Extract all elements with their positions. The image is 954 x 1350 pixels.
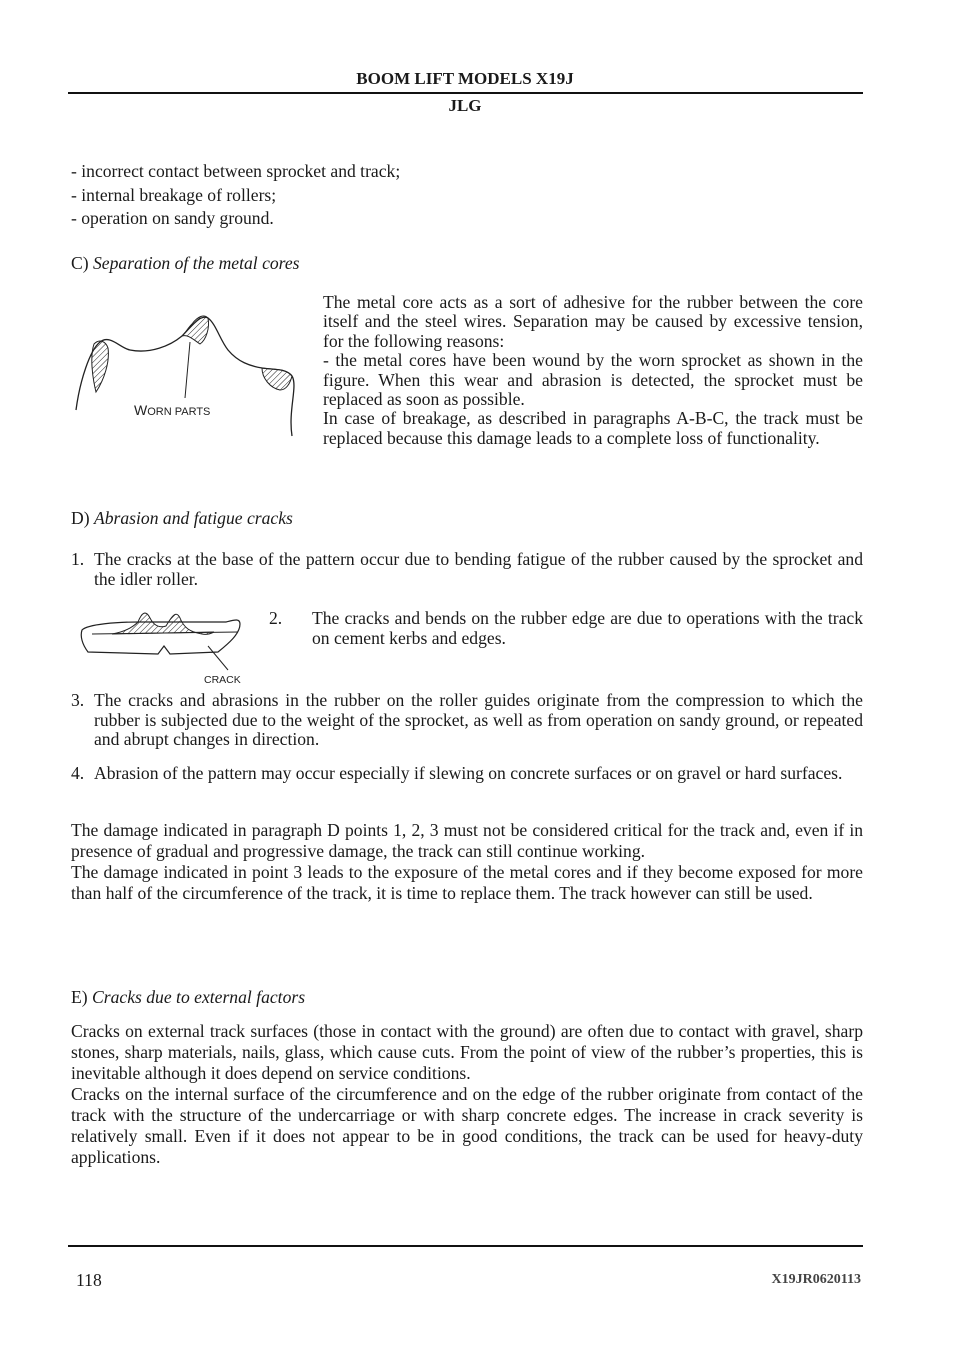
page-number: 118 <box>76 1270 102 1290</box>
section-letter: C) <box>71 253 89 273</box>
document-title: BOOM LIFT MODELS X19J <box>356 69 574 88</box>
section-title: Separation of the metal cores <box>93 253 300 273</box>
intro-list <box>71 160 400 231</box>
section-d-paragraph-1: The damage indicated in paragraph D points 1, 2, 3 must not be considered critical for the track and, even if in presence of gradual and progressive damage, the track can still continue working. <box>71 820 863 861</box>
section-c-closing: In case of breakage, as described in paragraphs A-B-C, the track must be replaced because this damage leads to a complete loss of functionality. <box>323 408 863 448</box>
document-code: X19JR0620113 <box>771 1272 861 1287</box>
crack-leader-line <box>208 646 228 670</box>
footer-rule <box>68 1245 863 1247</box>
section-e-paragraphs <box>71 1021 863 1168</box>
worn-area-left <box>92 341 109 392</box>
section-e-heading <box>71 987 305 1008</box>
section-title: Cracks due to external factors <box>92 987 306 1007</box>
crack-label: CRACK <box>204 674 241 686</box>
section-e-paragraph-1: Cracks on external track surfaces (those in contact with the ground) are often due to contact with gravel, sharp stones, sharp materials, nails, glass, which cause cuts. From the point of view of the rubber’s properties, this is inevitable although it does depend on service conditions. <box>71 1021 863 1083</box>
section-c-text <box>323 293 863 448</box>
label-leader-line <box>185 342 190 398</box>
section-letter: D) <box>71 508 90 528</box>
header-rule <box>68 92 863 94</box>
list-item: - operation on sandy ground. <box>71 208 274 228</box>
document-subtitle: JLG <box>448 96 482 115</box>
list-item: 1. The cracks at the base of the pattern occur due to bending fatigue of the rubber caused by the sprocket and the idler roller. <box>71 549 863 589</box>
section-d-paragraph-2: The damage indicated in point 3 leads to the exposure of the metal cores and if they become exposed for more than half of the circumference of the track, it is time to replace them. The track however can still be used. <box>71 862 863 903</box>
worn-parts-label: WORN PARTS <box>134 402 211 418</box>
section-e-paragraph-2: Cracks on the internal surface of the circumference and on the edge of the rubber originate from contact of the track with the structure of the undercarriage or with sharp concrete edges. The increase in crack severity is relatively small. Even if it does not appear to be in good conditions, the track can be used for heavy-duty applications. <box>71 1084 863 1167</box>
list-item: - incorrect contact between sprocket and track; <box>71 161 401 181</box>
worn-area-right <box>262 368 292 390</box>
tread-pattern <box>112 613 214 634</box>
section-d-paragraphs <box>71 820 863 904</box>
worn-sprocket-figure <box>70 300 305 445</box>
track-section-outline <box>81 620 240 654</box>
section-title: Abrasion and fatigue cracks <box>93 508 293 528</box>
list-item: - internal breakage of rollers; <box>71 184 277 205</box>
list-item: 4. Abrasion of the pattern may occur especially if slewing on concrete surfaces or on gravel or hard surfaces. <box>71 763 843 783</box>
section-d-heading <box>71 508 293 529</box>
list-item: 2. The cracks and bends on the rubber edge are due to operations with the track on cement kerbs and edges. <box>269 608 863 648</box>
section-c-paragraph: The metal core acts as a sort of adhesive for the rubber between the core itself and the steel wires. Separation may be caused by excessive tension, for the following reasons: <box>323 292 863 351</box>
worn-area-top <box>182 316 209 344</box>
section-c-heading <box>71 253 300 274</box>
crack-figure <box>78 604 248 688</box>
section-letter: E) <box>71 987 88 1007</box>
section-c-bullet: - the metal cores have been wound by the worn sprocket as shown in the figure. When this wear and abrasion is detected, the sprocket must be replaced as soon as possible. <box>323 350 863 410</box>
list-item: 3. The cracks and abrasions in the rubber on the roller guides originate from the compression to which the rubber is subjected due to the weight of the sprocket, as well as from operation on sandy ground, or repeated and abrupt changes in direction. <box>71 690 863 749</box>
